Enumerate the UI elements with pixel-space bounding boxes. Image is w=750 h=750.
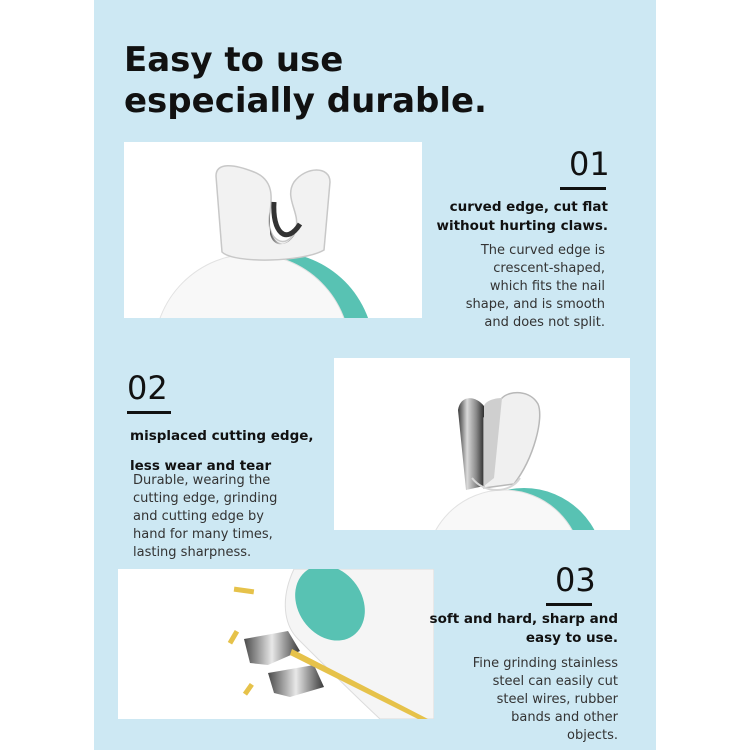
feature-description-02-line-3: and cutting edge by	[133, 509, 264, 524]
clipper-blade-photo-2	[334, 358, 630, 530]
feature-description-02-line-4: hand for many times,	[133, 527, 273, 542]
feature-title-03-line-2: easy to use.	[525, 630, 618, 646]
feature-title-02-line-2: less wear and tear	[130, 458, 272, 474]
feature-description-03-line-4: bands and other	[511, 710, 618, 725]
feature-title-01-line-2: without hurting claws.	[436, 218, 608, 234]
feature-description-03-line-1: Fine grinding stainless	[472, 656, 618, 671]
feature-title-02-line-1: misplaced cutting edge,	[130, 428, 314, 444]
feature-description-01	[466, 242, 605, 332]
clipper-blade-photo-1	[124, 142, 422, 318]
feature-description-02-line-5: lasting sharpness.	[133, 545, 252, 560]
feature-description-03-line-5: objects.	[567, 728, 618, 743]
feature-description-01-line-4: shape, and is smooth	[465, 297, 605, 312]
feature-title-03-line-1: soft and hard, sharp and	[429, 611, 618, 627]
feature-description-01-line-3: which fits the nail	[489, 279, 605, 294]
clipper-cutting-photo-3	[118, 569, 434, 719]
feature-description-02-line-2: cutting edge, grinding	[133, 491, 278, 506]
feature-title-01	[436, 198, 608, 236]
feature-number-03: 03	[555, 561, 596, 599]
feature-description-01-line-5: and does not split.	[484, 315, 605, 330]
feature-title-03	[430, 610, 618, 648]
page-headline	[124, 40, 487, 122]
feature-description-03-line-2: steel can easily cut	[492, 674, 618, 689]
feature-number-02: 02	[127, 369, 168, 407]
feature-description-03-line-3: steel wires, rubber	[496, 692, 618, 707]
headline-line-1: Easy to use	[124, 40, 344, 80]
feature-description-02-line-1: Durable, wearing the	[133, 473, 271, 488]
feature-description-01-line-2: crescent-shaped,	[493, 261, 605, 276]
feature-description-03	[473, 655, 618, 745]
number-underline-02	[127, 411, 171, 414]
number-underline-03	[546, 603, 592, 606]
feature-description-02	[133, 472, 277, 562]
headline-line-2: especially durable.	[124, 81, 487, 121]
feature-title-01-line-1: curved edge, cut flat	[449, 199, 608, 215]
feature-description-01-line-1: The curved edge is	[480, 243, 605, 258]
number-underline-01	[560, 187, 606, 190]
feature-number-01: 01	[569, 145, 610, 183]
